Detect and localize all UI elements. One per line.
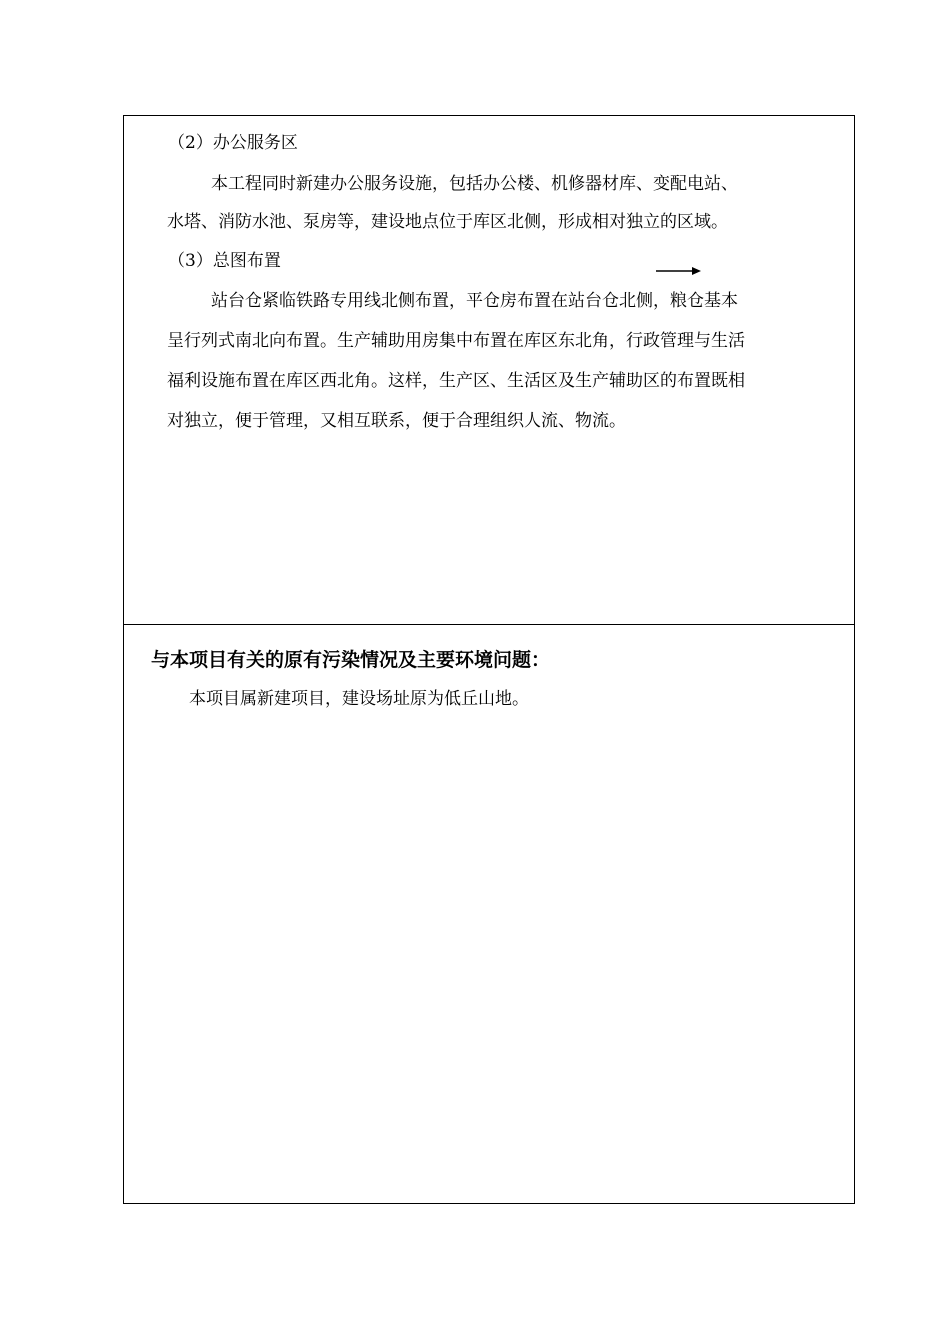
pollution-issues-cell <box>124 625 854 1203</box>
layout-heading: （3）总图布置 <box>168 251 281 271</box>
office-paragraph-line-2: 水塔、消防水池、泵房等，建设地点位于库区北侧，形成相对独立的区域。 <box>167 212 728 232</box>
document-table <box>123 115 855 1204</box>
pollution-text: 本项目属新建项目，建设场址原为低丘山地。 <box>189 689 529 709</box>
pollution-heading: 与本项目有关的原有污染情况及主要环境问题： <box>151 649 551 671</box>
layout-paragraph-line-3: 福利设施布置在库区西北角。这样，生产区、生活区及生产辅助区的布置既相 <box>167 371 745 391</box>
office-paragraph-line-1: 本工程同时新建办公服务设施，包括办公楼、机修器材库、变配电站、 <box>211 174 738 194</box>
layout-description-cell <box>124 116 854 625</box>
layout-paragraph-line-1: 站台仓紧临铁路专用线北侧布置，平仓房布置在站台仓北侧，粮仓基本 <box>211 291 738 311</box>
office-service-heading: （2）办公服务区 <box>168 133 298 153</box>
layout-paragraph-line-2: 呈行列式南北向布置。生产辅助用房集中布置在库区东北角，行政管理与生活 <box>167 331 745 351</box>
right-arrow-icon <box>656 266 702 276</box>
layout-paragraph-line-4: 对独立，便于管理，又相互联系，便于合理组织人流、物流。 <box>167 411 626 431</box>
